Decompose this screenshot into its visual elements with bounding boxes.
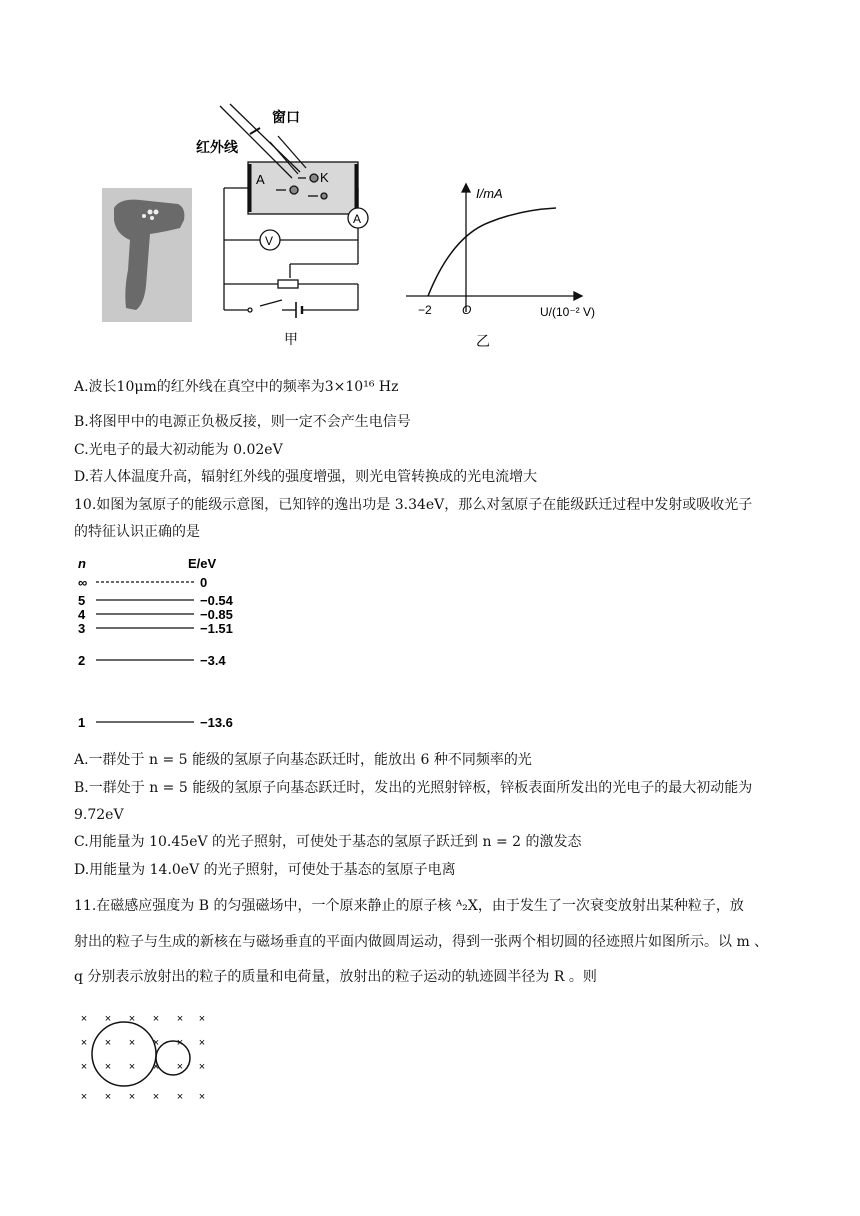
field-cross: × bbox=[104, 1013, 112, 1025]
level-energy-label: −0.54 bbox=[200, 593, 233, 608]
caption-jia: 甲 bbox=[284, 331, 298, 347]
graph-xlabel: U/(10⁻² V) bbox=[540, 305, 596, 319]
q9-option-a: A.波长10μm的红外线在真空中的频率为3×10¹⁶ Hz bbox=[74, 379, 399, 395]
n-header: n bbox=[78, 556, 86, 571]
anode-label: A bbox=[256, 172, 265, 187]
q11-line2: 射出的粒子与生成的新核在与磁场垂直的平面内做圆周运动，得到一张两个相切圆的径迹照片如图所示。以 m 、 bbox=[74, 934, 769, 950]
field-cross: × bbox=[176, 1061, 184, 1073]
field-cross: × bbox=[198, 1013, 206, 1025]
infrared-label: 红外线 bbox=[196, 139, 238, 155]
phototube-circuit bbox=[220, 104, 368, 318]
q10-stem-line1: 10.如图为氢原子的能级示意图，已知锌的逸出功是 3.34eV，那么对氢原子在能级跃迁过程中发射或吸收光子 bbox=[74, 497, 753, 513]
field-cross: × bbox=[152, 1091, 160, 1103]
q9-option-c: C.光电子的最大初动能为 0.02eV bbox=[74, 442, 283, 458]
q9-option-d: D.若人体温度升高，辐射红外线的强度增强，则光电管转换成的光电流增大 bbox=[74, 469, 538, 485]
q11-line3: q 分别表示放射出的粒子的质量和电荷量，放射出的粒子运动的轨迹圆半径为 R 。则 bbox=[74, 969, 597, 985]
iu-graph bbox=[406, 184, 582, 312]
graph-origin: O bbox=[462, 303, 472, 317]
field-cross: × bbox=[80, 1091, 88, 1103]
field-cross: × bbox=[198, 1091, 206, 1103]
level-energy-label: −3.4 bbox=[200, 653, 226, 668]
small-track-circle bbox=[156, 1041, 190, 1075]
field-cross: × bbox=[176, 1037, 184, 1049]
level-energy-label: −0.85 bbox=[200, 607, 233, 622]
energy-levels bbox=[78, 575, 234, 730]
graph-ylabel: I/mA bbox=[476, 186, 503, 201]
window-label: 窗口 bbox=[272, 109, 300, 125]
level-n-label: 1 bbox=[78, 715, 86, 730]
q10-option-b-line1: B.一群处于 n = 5 能级的氢原子向基态跃迁时，发出的光照射锌板，锌板表面所发出的光电子的最大初动能为 bbox=[74, 780, 753, 796]
energy-level-svg bbox=[70, 552, 270, 742]
magnetic-field-figure bbox=[74, 1008, 214, 1108]
ammeter-label: A bbox=[353, 212, 362, 226]
figure-svg bbox=[100, 100, 620, 356]
field-cross: × bbox=[128, 1013, 136, 1025]
caption-yi: 乙 bbox=[476, 333, 490, 349]
q10-stem-line2: 的特征认识正确的是 bbox=[74, 524, 200, 540]
cathode-label: K bbox=[320, 170, 329, 185]
e-header: E/eV bbox=[188, 556, 217, 571]
level-n-label: 2 bbox=[78, 653, 86, 668]
field-cross: × bbox=[198, 1061, 206, 1073]
field-cross: × bbox=[80, 1013, 88, 1025]
q11-line1: 11.在磁感应强度为 B 的匀强磁场中，一个原来静止的原子核 ᴬ₂X，由于发生了一次衰变放射出某种粒子，放 bbox=[74, 898, 744, 914]
field-cross: × bbox=[104, 1037, 112, 1049]
energy-level-diagram bbox=[70, 552, 270, 742]
field-cross: × bbox=[104, 1091, 112, 1103]
thermometer-photo bbox=[102, 188, 192, 322]
level-energy-label: −1.51 bbox=[200, 621, 233, 636]
field-cross: × bbox=[176, 1013, 184, 1025]
level-n-label: 4 bbox=[78, 607, 86, 622]
q10-option-d: D.用能量为 14.0eV 的光子照射，可使处于基态的氢原子电离 bbox=[74, 862, 456, 878]
level-n-label: ∞ bbox=[78, 575, 88, 590]
field-cross: × bbox=[152, 1037, 160, 1049]
level-energy-label: −13.6 bbox=[200, 715, 233, 730]
q10-option-c: C.用能量为 10.45eV 的光子照射，可使处于基态的氢原子跃迁到 n = 2 的激发态 bbox=[74, 834, 582, 850]
magnetic-field-svg bbox=[74, 1008, 214, 1108]
level-energy-label: 0 bbox=[200, 575, 208, 590]
field-cross: × bbox=[128, 1091, 136, 1103]
q10-option-b-line2: 9.72eV bbox=[74, 807, 124, 823]
level-n-label: 5 bbox=[78, 593, 86, 608]
level-n-label: 3 bbox=[78, 621, 86, 636]
q10-option-a: A.一群处于 n = 5 能级的氢原子向基态跃迁时，能放出 6 种不同频率的光 bbox=[74, 752, 532, 768]
large-track-circle bbox=[92, 1022, 156, 1086]
voltmeter-label: V bbox=[265, 234, 274, 248]
field-cross: × bbox=[152, 1061, 160, 1073]
field-cross: × bbox=[128, 1037, 136, 1049]
field-crosses bbox=[81, 1013, 205, 1103]
field-cross: × bbox=[80, 1037, 88, 1049]
field-cross: × bbox=[198, 1037, 206, 1049]
figure-thermometer-circuit bbox=[100, 100, 620, 356]
field-cross: × bbox=[152, 1013, 160, 1025]
field-cross: × bbox=[128, 1061, 136, 1073]
field-cross: × bbox=[80, 1061, 88, 1073]
field-cross: × bbox=[104, 1061, 112, 1073]
graph-tick-neg2: −2 bbox=[418, 303, 432, 317]
field-cross: × bbox=[176, 1091, 184, 1103]
q9-option-b: B.将图甲中的电源正负极反接，则一定不会产生电信号 bbox=[74, 414, 411, 430]
